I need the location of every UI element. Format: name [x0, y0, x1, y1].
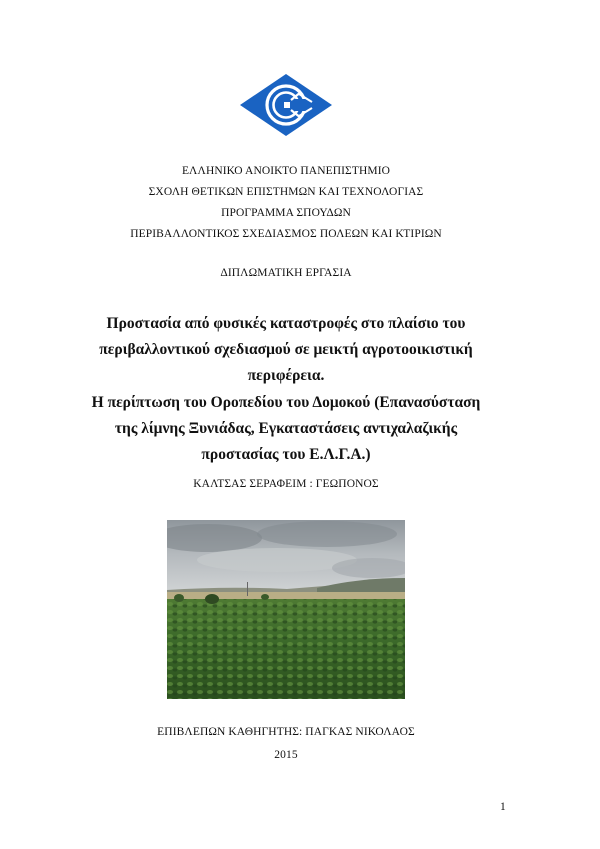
title-line: της λίμνης Ξυνιάδας, Εγκαταστάσεις αντιχαλαζικής — [114, 419, 458, 437]
page-number: 1 — [500, 801, 506, 813]
thesis-title — [40, 311, 532, 468]
university-logo-icon — [239, 73, 333, 137]
title-line: προστασίας του Ε.Λ.Γ.Α.) — [201, 446, 371, 464]
program-name: ΠΕΡΙΒΑΛΛΟΝΤΙΚΟΣ ΣΧΕΔΙΑΣΜΟΣ ΠΟΛΕΩΝ ΚΑΙ ΚΤΙΡΙΩΝ — [130, 228, 442, 240]
school-name: ΣΧΟΛΗ ΘΕΤΙΚΩΝ ΕΠΙΣΤΗΜΩΝ ΚΑΙ ΤΕΧΝΟΛΟΓΙΑΣ — [148, 186, 424, 198]
supervisor: ΕΠΙΒΛΕΠΩΝ ΚΑΘΗΓΗΤΗΣ: ΠΑΓΚΑΣ ΝΙΚΟΛΑΟΣ — [157, 726, 415, 738]
title-line: περιβαλλοντικού σχεδιασμού σε μεικτή αγροτοοικιστική — [99, 341, 473, 359]
title-line: Η περίπτωση του Οροπεδίου του Δομοκού (Επανασύσταση — [91, 393, 481, 411]
university-name: ΕΛΛΗΝΙΚΟ ΑΝΟΙΚΤΟ ΠΑΝΕΠΙΣΤΗΜΙΟ — [181, 165, 391, 177]
thesis-type: ΔΙΠΛΩΜΑΤΙΚΗ ΕΡΓΑΣΙΑ — [220, 267, 352, 279]
title-line: Προστασία από φυσικές καταστροφές στο πλαίσιο του — [106, 315, 466, 332]
year: 2015 — [274, 749, 298, 761]
field-photo — [167, 520, 405, 699]
author: ΚΑΛΤΣΑΣ ΣΕΡΑΦΕΙΜ : ΓΕΩΠΟΝΟΣ — [193, 478, 379, 490]
title-line: περιφέρεια. — [247, 367, 325, 385]
program-label: ΠΡΟΓΡΑΜΜΑ ΣΠΟΥΔΩΝ — [221, 207, 351, 219]
